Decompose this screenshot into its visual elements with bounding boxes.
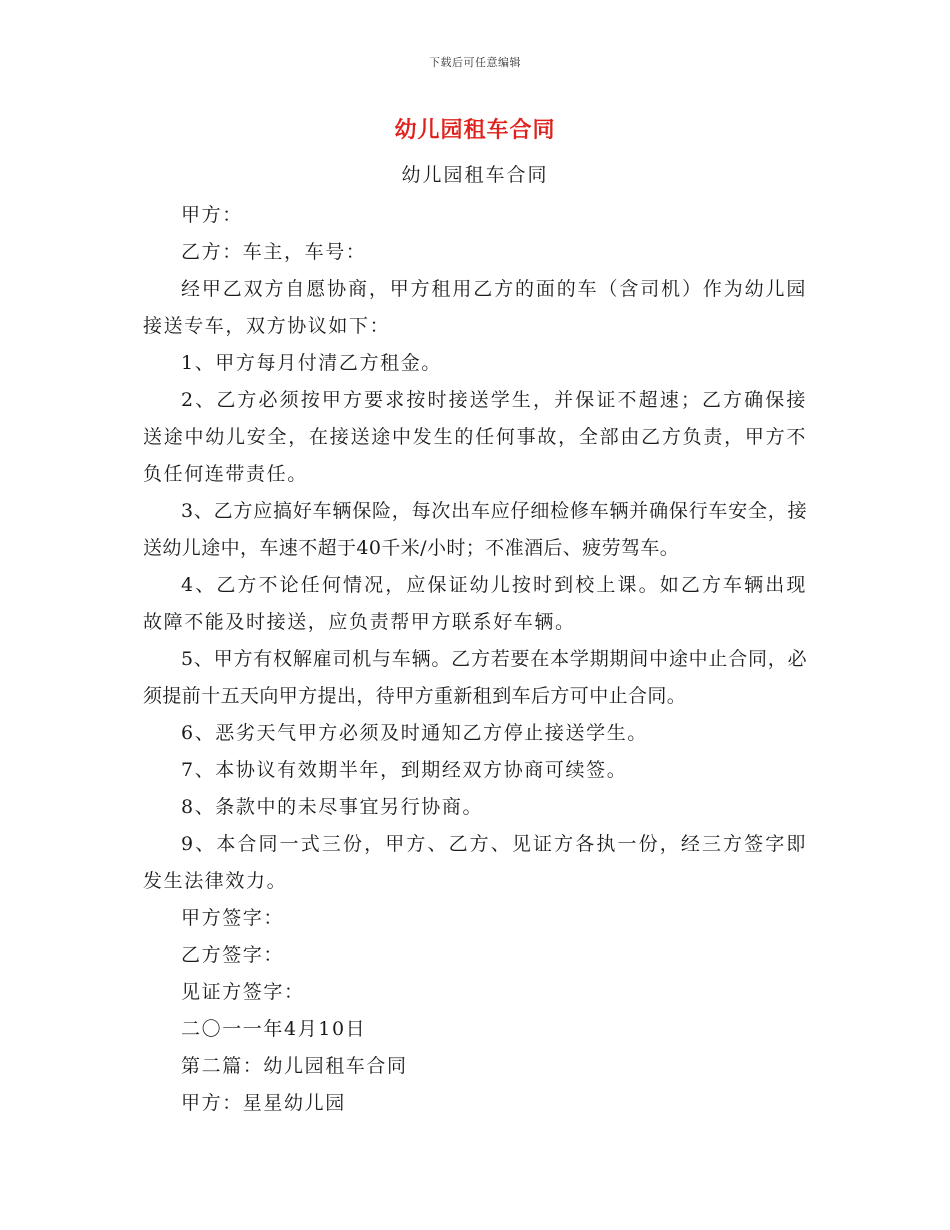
clause-9: 9、本合同一式三份，甲方、乙方、见证方各执一份，经三方签字即发生法律效力。 (143, 833, 807, 892)
clause-8: 8、条款中的未尽事宜另行协商。 (181, 796, 484, 818)
clause-7: 7、本协议有效期半年，到期经双方协商可续签。 (181, 759, 628, 781)
clause-2: 2、乙方必须按甲方要求按时接送学生，并保证不超速；乙方确保接送途中幼儿安全，在接送途中发生的任何事故，全部由乙方负责，甲方不负任何连带责任。 (143, 389, 807, 485)
party-b-signature: 乙方签字： (181, 944, 285, 966)
party-a-line: 甲方： (181, 204, 243, 226)
second-section-heading: 第二篇：幼儿园租车合同 (181, 1055, 408, 1077)
second-party-a-line: 甲方：星星幼儿园 (181, 1092, 346, 1114)
party-b-line: 乙方：车主，车号： (181, 241, 367, 263)
preamble-paragraph: 经甲乙双方自愿协商，甲方租用乙方的面的车（含司机）作为幼儿园接送专车，双方协议如下： (143, 278, 807, 337)
clause-3: 3、乙方应搞好车辆保险，每次出车应仔细检修车辆并确保行车安全，接送幼儿途中，车速不超于40千米/小时；不准酒后、疲劳驾车。 (143, 500, 807, 559)
clause-4: 4、乙方不论任何情况，应保证幼儿按时到校上课。如乙方车辆出现故障不能及时接送，应负责帮甲方联系好车辆。 (143, 574, 807, 633)
document-subtitle: 幼儿园租车合同 (401, 164, 549, 186)
clause-6: 6、恶劣天气甲方必须及时通知乙方停止接送学生。 (181, 722, 648, 744)
document-title: 幼儿园租车合同 (394, 117, 556, 143)
clause-1: 1、甲方每月付清乙方租金。 (181, 352, 442, 374)
witness-signature: 见证方签字： (181, 981, 305, 1003)
header-note: 下载后可任意编辑 (429, 56, 521, 69)
contract-body (143, 197, 807, 1122)
party-a-signature: 甲方签字： (181, 907, 285, 929)
signing-date: 二〇一一年4月10日 (181, 1018, 367, 1040)
clause-5: 5、甲方有权解雇司机与车辆。乙方若要在本学期期间中途中止合同，必须提前十五天向甲方提出，待甲方重新租到车后方可中止合同。 (143, 648, 807, 707)
